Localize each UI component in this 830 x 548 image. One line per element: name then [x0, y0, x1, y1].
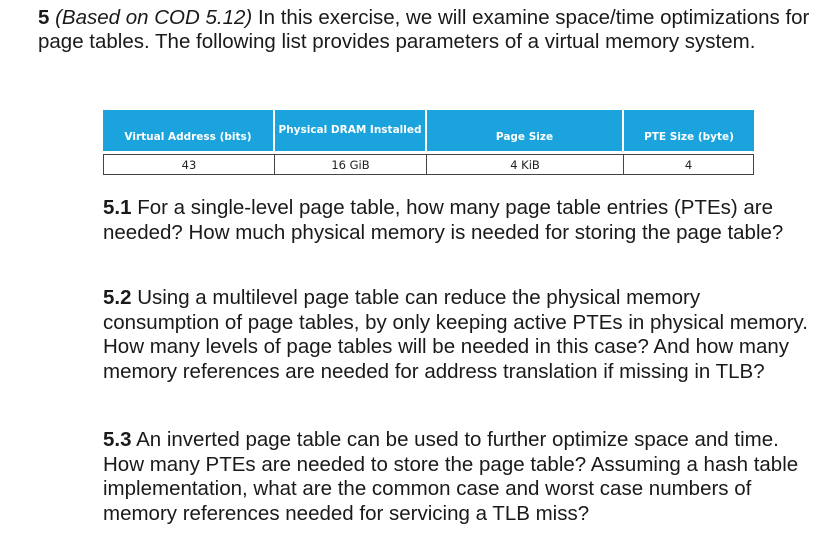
table-row — [103, 154, 754, 175]
cell-pte-size: 4 — [624, 154, 754, 175]
header-physical-dram: Physical DRAM Installed — [275, 110, 427, 151]
question-5-1 — [103, 196, 818, 245]
cell-virtual-address: 43 — [103, 154, 275, 175]
exercise-intro-text: In this exercise, we will examine space/time optimizations for page tables. The following list provides parameters of a virtual memory system. — [38, 6, 810, 53]
parameters-table — [103, 110, 754, 175]
cell-page-size: 4 KiB — [427, 154, 624, 175]
question-5-2 — [103, 286, 818, 384]
question-number: 5.1 — [103, 196, 132, 219]
header-virtual-address: Virtual Address (bits) — [103, 110, 275, 151]
question-text: An inverted page table can be used to further optimize space and time. How many PTEs are needed to store the page table? Assuming a hash table implementation, what are the common case and worst case numbers of memory references needed for servicing a TLB miss? — [103, 428, 799, 525]
header-page-size: Page Size — [427, 110, 624, 151]
exercise-source: (Based on COD 5.12) — [55, 6, 253, 29]
question-number: 5.3 — [103, 428, 132, 451]
question-text: Using a multilevel page table can reduce the physical memory consumption of page tables, by only keeping active PTEs in physical memory. How many levels of page tables will be needed in this case? And how many memory references are needed for address translation if missing in TLB? — [103, 286, 808, 383]
exercise-intro — [38, 6, 818, 54]
cell-physical-dram: 16 GiB — [275, 154, 427, 175]
exercise-number: 5 — [38, 6, 50, 29]
question-text: For a single-level page table, how many page table entries (PTEs) are needed? How much physical memory is needed for storing the page table? — [103, 196, 784, 244]
question-number: 5.2 — [103, 286, 132, 309]
question-5-3 — [103, 428, 818, 526]
header-pte-size: PTE Size (byte) — [624, 110, 754, 151]
